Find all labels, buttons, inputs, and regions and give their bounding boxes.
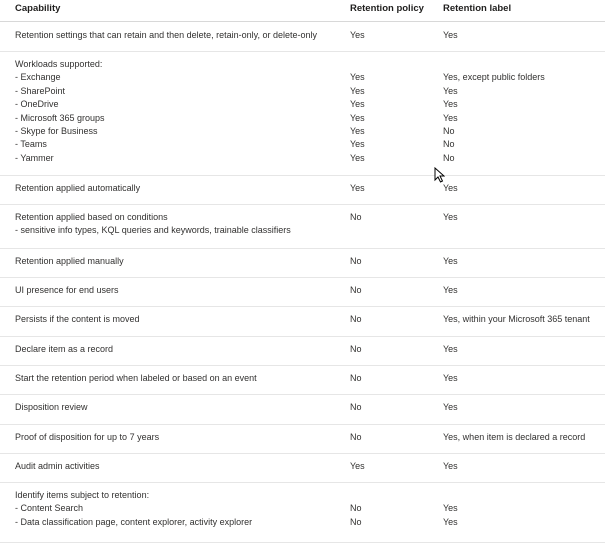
policy-cell: No <box>350 516 362 527</box>
label-cell: Yes <box>443 212 458 222</box>
label-cell: Yes <box>443 461 458 471</box>
policy-cell: Yes <box>350 139 365 150</box>
policy-cell: No <box>350 432 362 442</box>
table-row <box>0 365 605 395</box>
policy-cell: No <box>350 344 362 354</box>
header-retention-label: Retention label <box>443 3 512 14</box>
policy-cell: Yes <box>350 461 365 471</box>
capability-cell: - Yammer <box>15 152 54 163</box>
capability-cell: Disposition review <box>15 402 88 412</box>
capability-cell: - Microsoft 365 groups <box>15 112 105 123</box>
policy-cell: No <box>350 256 362 266</box>
header-retention-policy: Retention policy <box>350 3 424 14</box>
capability-cell: Workloads supported: <box>15 59 103 69</box>
capability-cell: - Data classification page, content explorer, activity explorer <box>15 516 253 527</box>
label-cell: Yes <box>443 85 458 96</box>
policy-cell: Yes <box>350 30 365 40</box>
policy-cell: Yes <box>350 152 365 163</box>
capability-cell: - Teams <box>15 139 47 150</box>
policy-cell: Yes <box>350 126 365 136</box>
table-row <box>0 277 605 307</box>
label-cell: Yes <box>443 30 458 40</box>
capability-cell: - sensitive info types, KQL queries and keywords, trainable classifiers <box>15 225 291 236</box>
capability-cell: UI presence for end users <box>15 285 119 295</box>
capability-cell: Identify items subject to retention: <box>15 490 150 500</box>
label-cell: Yes <box>443 285 458 295</box>
policy-cell: Yes <box>350 112 365 123</box>
capability-cell: - Skype for Business <box>15 126 98 136</box>
table-row <box>0 336 605 366</box>
capability-cell: Persists if the content is moved <box>15 314 140 324</box>
table-header <box>0 0 605 22</box>
policy-cell: No <box>350 402 362 412</box>
label-cell: Yes, when item is declared a record <box>443 432 586 442</box>
table-row <box>0 394 605 425</box>
table-row <box>0 482 605 543</box>
capability-cell: Audit admin activities <box>15 461 100 471</box>
policy-cell: No <box>350 212 362 222</box>
capability-cell: Start the retention period when labeled or based on an event <box>15 373 257 383</box>
policy-cell: No <box>350 314 362 324</box>
policy-cell: No <box>350 285 362 295</box>
label-cell: Yes <box>443 402 458 412</box>
capability-cell: - Exchange <box>15 72 61 83</box>
capability-cell: - OneDrive <box>15 99 59 110</box>
label-cell: Yes, except public folders <box>443 72 545 83</box>
label-cell: Yes <box>443 112 458 123</box>
label-cell: Yes <box>443 344 458 354</box>
capability-cell: Retention settings that can retain and then delete, retain-only, or delete-only <box>15 30 318 40</box>
table-row <box>0 51 605 176</box>
capability-cell: - Content Search <box>15 503 84 514</box>
label-cell: Yes <box>443 256 458 266</box>
table-row <box>0 175 605 205</box>
capability-cell: Retention applied manually <box>15 256 124 266</box>
table-row <box>0 22 605 52</box>
header-capability: Capability <box>15 3 61 14</box>
label-cell: Yes <box>443 373 458 383</box>
policy-cell: Yes <box>350 85 365 96</box>
capability-cell: Retention applied based on conditions <box>15 212 168 222</box>
table-row <box>0 204 605 249</box>
label-cell: Yes <box>443 183 458 193</box>
label-cell: Yes, within your Microsoft 365 tenant <box>443 314 590 324</box>
table-row <box>0 306 605 337</box>
policy-cell: Yes <box>350 72 365 83</box>
label-cell: Yes <box>443 503 458 514</box>
label-cell: No <box>443 152 455 163</box>
label-cell: Yes <box>443 99 458 110</box>
table-row <box>0 424 605 454</box>
policy-cell: No <box>350 373 362 383</box>
capability-cell: Retention applied automatically <box>15 183 141 193</box>
capability-cell: - SharePoint <box>15 85 66 96</box>
table-row <box>0 453 605 483</box>
policy-cell: Yes <box>350 99 365 110</box>
policy-cell: No <box>350 503 362 514</box>
label-cell: No <box>443 126 455 136</box>
capability-cell: Declare item as a record <box>15 344 114 354</box>
policy-cell: Yes <box>350 183 365 193</box>
label-cell: Yes <box>443 516 458 527</box>
table-row <box>0 248 605 278</box>
capability-cell: Proof of disposition for up to 7 years <box>15 432 160 442</box>
mouse-cursor-icon <box>434 167 445 183</box>
label-cell: No <box>443 139 455 150</box>
